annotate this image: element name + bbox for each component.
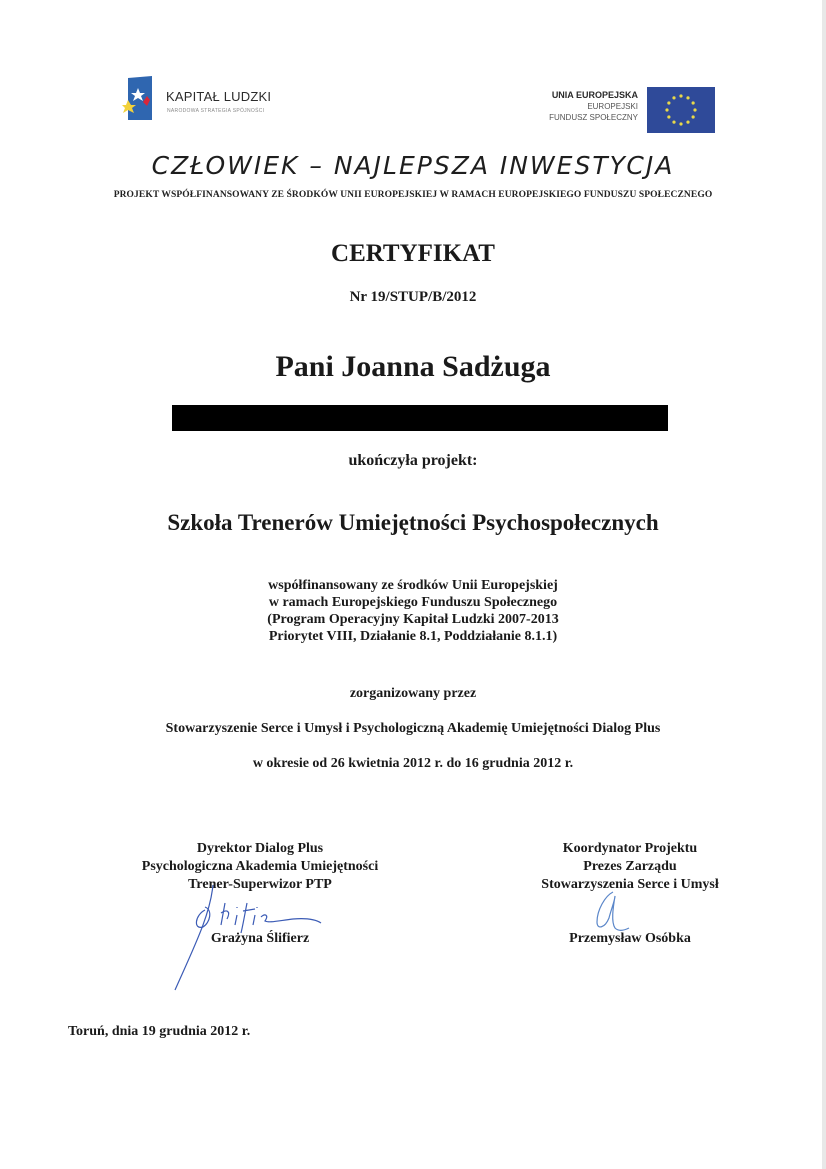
eu-star-icon <box>672 96 675 99</box>
left-signatory-name: Grażyna Ślifierz <box>210 931 310 946</box>
organized-label: zorganizowany przez <box>349 686 477 701</box>
eu-star-icon <box>679 94 682 97</box>
certificate-number: Nr 19/STUP/B/2012 <box>349 289 477 305</box>
eu-star-icon <box>686 96 689 99</box>
eu-star-icon <box>667 115 670 118</box>
eu-star-icon <box>686 121 689 124</box>
completed-label: ukończyła projekt: <box>348 452 478 469</box>
eu-logo-text <box>500 90 638 123</box>
right-signatory-name: Przemysław Osóbka <box>569 931 691 946</box>
funding-line: w ramach Europejskiego Funduszu Społecznego <box>268 595 558 610</box>
kapital-ludzki-subtitle: NARODOWA STRATEGIA SPÓJNOŚCI <box>167 108 265 114</box>
eu-star-icon <box>692 115 695 118</box>
kapital-ludzki-logo-icon <box>122 76 154 122</box>
signatory-title-line: Trener-Superwizor PTP <box>188 877 332 892</box>
funding-block <box>0 577 826 645</box>
certificate-title: CERTYFIKAT <box>331 240 495 267</box>
eu-star-icon <box>665 108 668 111</box>
funding-line: współfinansowany ze środków Unii Europejskiej <box>268 578 558 593</box>
eu-star-icon <box>692 101 695 104</box>
funding-line: Priorytet VIII, Działanie 8.1, Poddziałanie 8.1.1) <box>268 629 558 644</box>
eu-logo-line3: FUNDUSZ SPOŁECZNY <box>549 113 638 122</box>
redaction-bar <box>172 405 668 431</box>
eu-star-icon <box>672 121 675 124</box>
eu-flag-background <box>647 87 715 133</box>
funding-line: (Program Operacyjny Kapitał Ludzki 2007-2013 <box>267 612 559 627</box>
signatory-title-line: Psychologiczna Akademia Umiejętności <box>141 859 379 874</box>
signatory-title-line: Dyrektor Dialog Plus <box>196 841 324 856</box>
signatory-title-line: Koordynator Projektu <box>562 841 698 856</box>
organizers: Stowarzyszenie Serce i Umysł i Psychologiczną Akademię Umiejętności Dialog Plus <box>165 721 661 736</box>
cofinancing-subline: PROJEKT WSPÓŁFINANSOWANY ZE ŚRODKÓW UNII EUROPEJSKIEJ W RAMACH EUROPEJSKIEGO FUNDUSZU SPOŁECZNEGO <box>113 190 713 200</box>
eu-logo-line2: EUROPEJSKI <box>587 102 638 111</box>
motto: CZŁOWIEK – NAJLEPSZA INWESTYCJA <box>151 151 675 180</box>
right-signatory-title <box>500 840 760 894</box>
project-name: Szkoła Trenerów Umiejętności Psychospołecznych <box>167 510 659 535</box>
kapital-ludzki-title: KAPITAŁ LUDZKI <box>166 89 272 104</box>
eu-star-icon <box>667 101 670 104</box>
place-and-date: Toruń, dnia 19 grudnia 2012 r. <box>68 1024 251 1039</box>
signatory-title-line: Prezes Zarządu <box>583 859 677 874</box>
recipient-name: Pani Joanna Sadżuga <box>275 350 551 383</box>
eu-flag-icon <box>647 87 715 133</box>
eu-star-icon <box>679 122 682 125</box>
signatory-title-line: Stowarzyszenia Serce i Umysł <box>541 877 719 892</box>
project-period: w okresie od 26 kwietnia 2012 r. do 16 grudnia 2012 r. <box>252 756 574 771</box>
eu-logo-line1: UNIA EUROPEJSKA <box>551 90 638 100</box>
eu-star-icon <box>693 108 696 111</box>
